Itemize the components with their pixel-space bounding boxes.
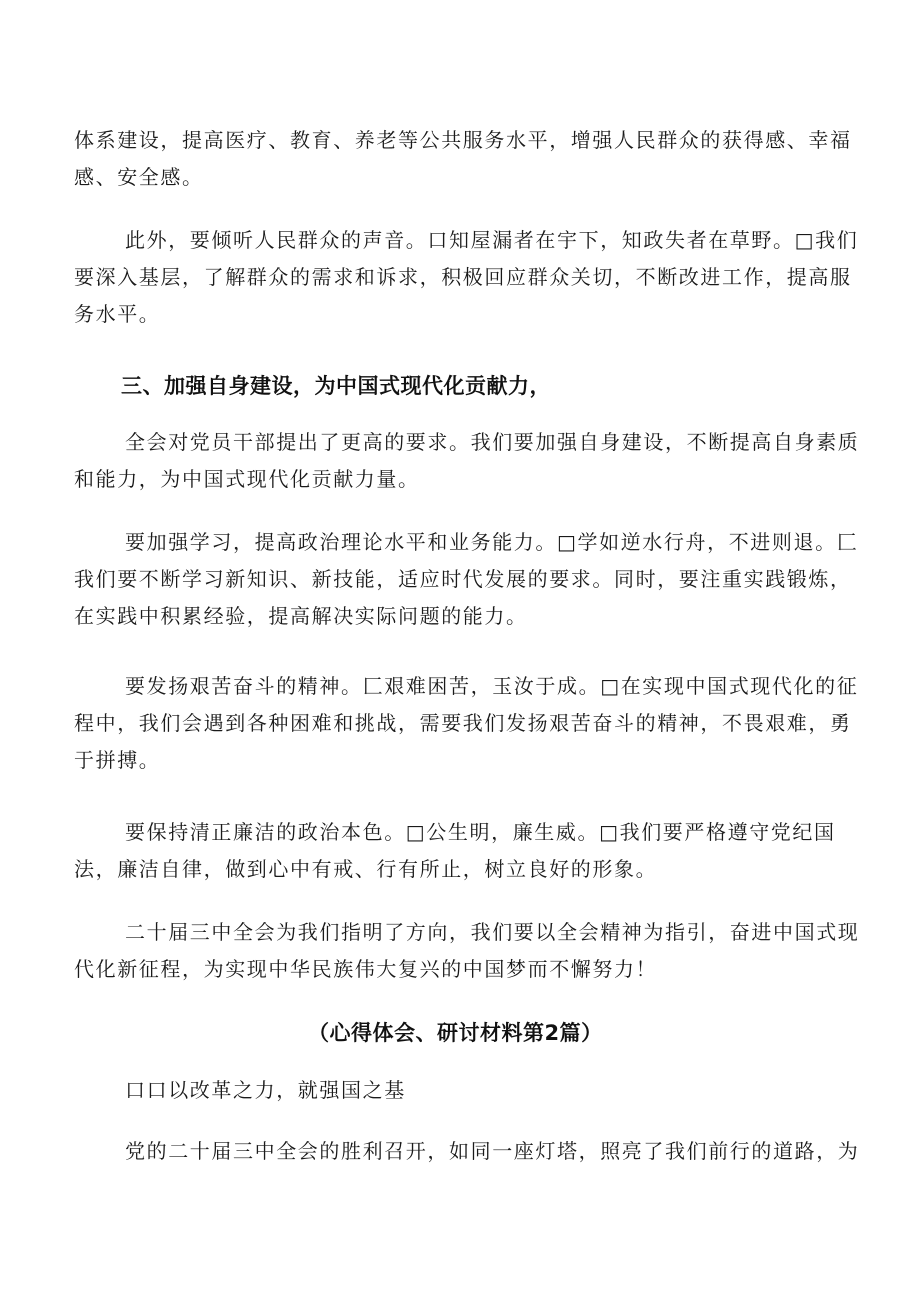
paragraph-integrity: 要保持清正廉洁的政治本色。□公生明，廉生威。□我们要严格遵守党纪国法，廉洁自律，做到心中有戒、行有所止，树立良好的形象。 [74, 820, 836, 881]
paragraph-strengthen-learning: 要加强学习，提高政治理论水平和业务能力。□学如逆水行舟，不进则退。匚我们要不断学习新知识、新技能，适应时代发展的要求。同时，要注重实践锻炼，在实践中积累经验，提高解决实际问题的能力。 [74, 530, 859, 628]
paragraph-listen-to-people: 此外，要倾听人民群众的声音。口知屋漏者在宇下，知政失者在草野。□我们要深入基层，了解群众的需求和诉求，积极回应群众关切，不断改进工作，提高服务水平。 [74, 228, 859, 326]
section-heading-self-building: 三、加强自身建设，为中国式现代化贡献力， [121, 374, 551, 398]
paragraph-article-2-opening: 党的二十届三中全会的胜利召开，如同一座灯塔，照亮了我们前行的道路，为 [125, 1139, 860, 1163]
paragraph-hard-work-spirit: 要发扬艰苦奋斗的精神。匚艰难困苦，玉汝于成。□在实现中国式现代化的征程中，我们会遇到各种困难和挑战，需要我们发扬艰苦奋斗的精神，不畏艰难，勇于拼搏。 [74, 674, 859, 772]
part-heading-article-2: （心得体会、研讨材料第2篇） [308, 1021, 603, 1045]
paragraph-conclusion: 二十届三中全会为我们指明了方向，我们要以全会精神为指引，奋进中国式现代化新征程，为实现中华民族伟大复兴的中国梦而不懈努力！ [74, 920, 860, 981]
article-2-title: 口口以改革之力，就强国之基 [125, 1078, 406, 1102]
paragraph-higher-requirements: 全会对党员干部提出了更高的要求。我们要加强自身建设，不断提高自身素质和能力，为中国式现代化贡献力量。 [74, 430, 860, 491]
paragraph-public-services: 体系建设，提高医疗、教育、养老等公共服务水平，增强人民群众的获得感、幸福感、安全感。 [74, 128, 852, 189]
